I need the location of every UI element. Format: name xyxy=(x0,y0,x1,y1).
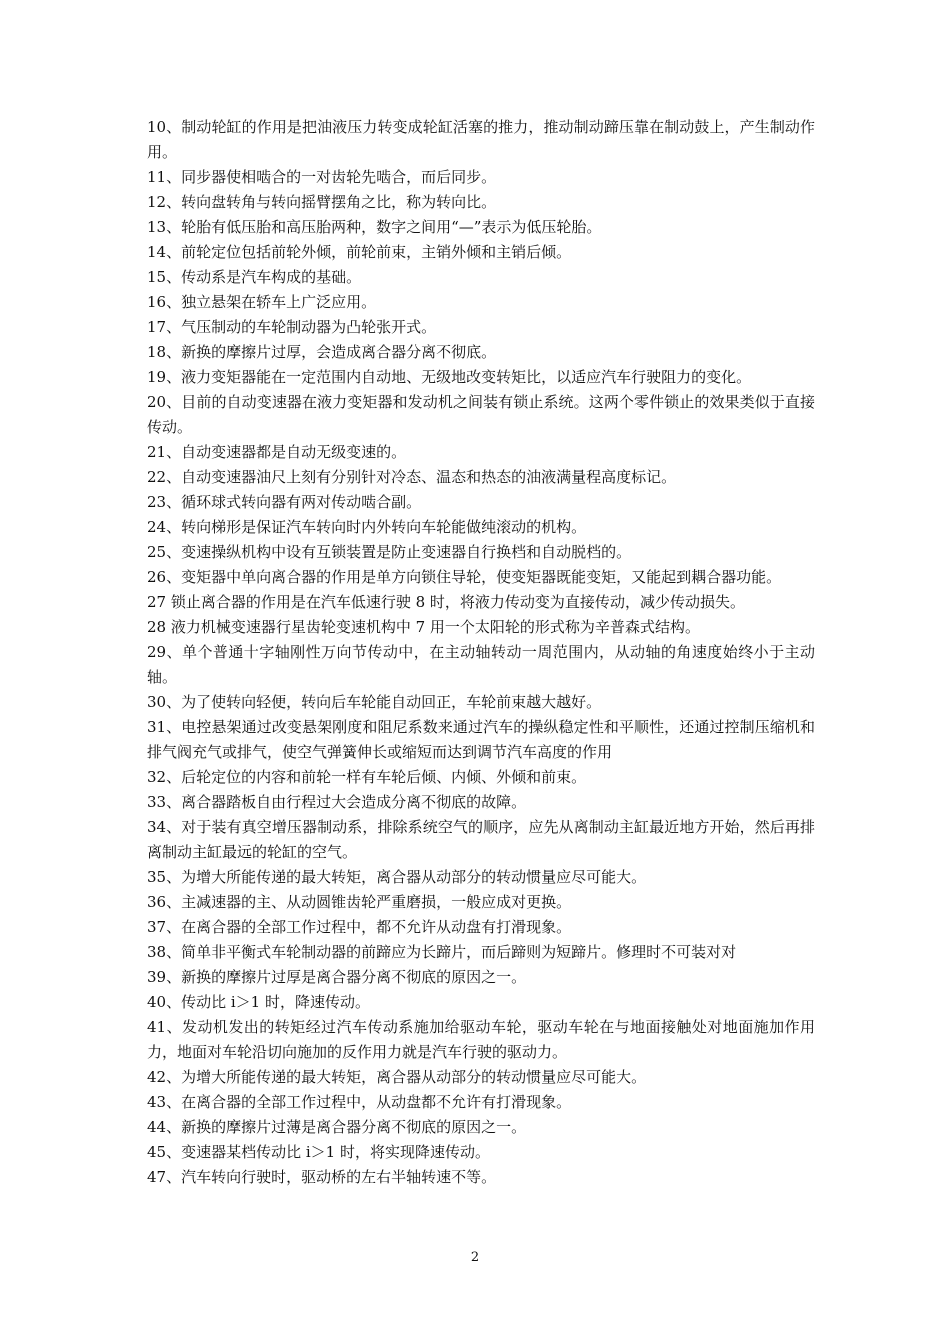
paragraph-36: 36、主减速器的主、从动圆锥齿轮严重磨损，一般应成对更换。 xyxy=(147,893,572,911)
paragraph-25: 25、变速操纵机构中设有互锁装置是防止变速器自行换档和自动脱档的。 xyxy=(147,543,632,561)
page-number: 2 xyxy=(470,1250,480,1265)
paragraph-22: 22、自动变速器油尺上刻有分别针对冷态、温态和热态的油液满量程高度标记。 xyxy=(147,468,677,486)
paragraph-18: 18、新换的摩擦片过厚，会造成离合器分离不彻底。 xyxy=(147,343,497,361)
paragraph-28: 28 液力机械变速器行星齿轮变速机构中 7 用一个太阳轮的形式称为辛普森式结构。 xyxy=(147,618,700,636)
paragraph-35: 35、为增大所能传递的最大转矩，离合器从动部分的转动惯量应尽可能大。 xyxy=(147,868,647,886)
paragraph-43: 43、在离合器的全部工作过程中，从动盘都不允许有打滑现象。 xyxy=(147,1093,572,1111)
paragraph-12: 12、转向盘转角与转向摇臂摆角之比，称为转向比。 xyxy=(147,193,497,211)
paragraph-24: 24、转向梯形是保证汽车转向时内外转向车轮能做纯滚动的机构。 xyxy=(147,518,587,536)
paragraph-26: 26、变矩器中单向离合器的作用是单方向锁住导轮，使变矩器既能变矩，又能起到耦合器功能。 xyxy=(147,568,782,586)
paragraph-29: 29、单个普通十字轴刚性万向节传动中，在主动轴转动一周范围内，从动轴的角速度始终小于主动轴。 xyxy=(147,643,815,686)
paragraph-31: 31、电控悬架通过改变悬架刚度和阻尼系数来通过汽车的操纵稳定性和平顺性，还通过控制压缩机和排气阀充气或排气，使空气弹簧伸长或缩短而达到调节汽车高度的作用 xyxy=(147,718,815,761)
paragraph-44: 44、新换的摩擦片过薄是离合器分离不彻底的原因之一。 xyxy=(147,1118,527,1136)
document-body xyxy=(147,115,815,1190)
paragraph-42: 42、为增大所能传递的最大转矩，离合器从动部分的转动惯量应尽可能大。 xyxy=(147,1068,647,1086)
paragraph-30: 30、为了使转向轻便，转向后车轮能自动回正，车轮前束越大越好。 xyxy=(147,693,602,711)
paragraph-27: 27 锁止离合器的作用是在汽车低速行驶 8 时，将液力传动变为直接传动，减少传动损失。 xyxy=(147,593,745,611)
paragraph-32: 32、后轮定位的内容和前轮一样有车轮后倾、内倾、外倾和前束。 xyxy=(147,768,587,786)
paragraph-47: 47、汽车转向行驶时，驱动桥的左右半轴转速不等。 xyxy=(147,1168,497,1186)
paragraph-41: 41、发动机发出的转矩经过汽车传动系施加给驱动车轮，驱动车轮在与地面接触处对地面施加作用力，地面对车轮沿切向施加的反作用力就是汽车行驶的驱动力。 xyxy=(147,1018,815,1061)
paragraph-37: 37、在离合器的全部工作过程中，都不允许从动盘有打滑现象。 xyxy=(147,918,572,936)
paragraph-11: 11、同步器使相啮合的一对齿轮先啮合，而后同步。 xyxy=(147,168,497,186)
paragraph-13: 13、轮胎有低压胎和高压胎两种，数字之间用“—”表示为低压轮胎。 xyxy=(147,218,602,236)
paragraph-39: 39、新换的摩擦片过厚是离合器分离不彻底的原因之一。 xyxy=(147,968,527,986)
paragraph-20: 20、目前的自动变速器在液力变矩器和发动机之间装有锁止系统。这两个零件锁止的效果类似于直接传动。 xyxy=(147,393,815,436)
paragraph-10: 10、制动轮缸的作用是把油液压力转变成轮缸活塞的推力，推动制动蹄压靠在制动鼓上，产生制动作用。 xyxy=(147,118,815,161)
paragraph-45: 45、变速器某档传动比 i＞1 时，将实现降速传动。 xyxy=(147,1143,490,1161)
paragraph-21: 21、自动变速器都是自动无级变速的。 xyxy=(147,443,407,461)
paragraph-16: 16、独立悬架在轿车上广泛应用。 xyxy=(147,293,377,311)
paragraph-14: 14、前轮定位包括前轮外倾，前轮前束，主销外倾和主销后倾。 xyxy=(147,243,572,261)
paragraph-19: 19、液力变矩器能在一定范围内自动地、无级地改变转矩比，以适应汽车行驶阻力的变化。 xyxy=(147,368,752,386)
paragraph-23: 23、循环球式转向器有两对传动啮合副。 xyxy=(147,493,422,511)
paragraph-38: 38、简单非平衡式车轮制动器的前蹄应为长蹄片，而后蹄则为短蹄片。修理时不可装对对 xyxy=(147,943,737,961)
paragraph-17: 17、气压制动的车轮制动器为凸轮张开式。 xyxy=(147,318,437,336)
paragraph-40: 40、传动比 i＞1 时，降速传动。 xyxy=(147,993,370,1011)
paragraph-33: 33、离合器踏板自由行程过大会造成分离不彻底的故障。 xyxy=(147,793,527,811)
paragraph-34: 34、对于装有真空增压器制动系，排除系统空气的顺序，应先从离制动主缸最近地方开始，然后再排离制动主缸最远的轮缸的空气。 xyxy=(147,818,815,861)
paragraph-15: 15、传动系是汽车构成的基础。 xyxy=(147,268,362,286)
